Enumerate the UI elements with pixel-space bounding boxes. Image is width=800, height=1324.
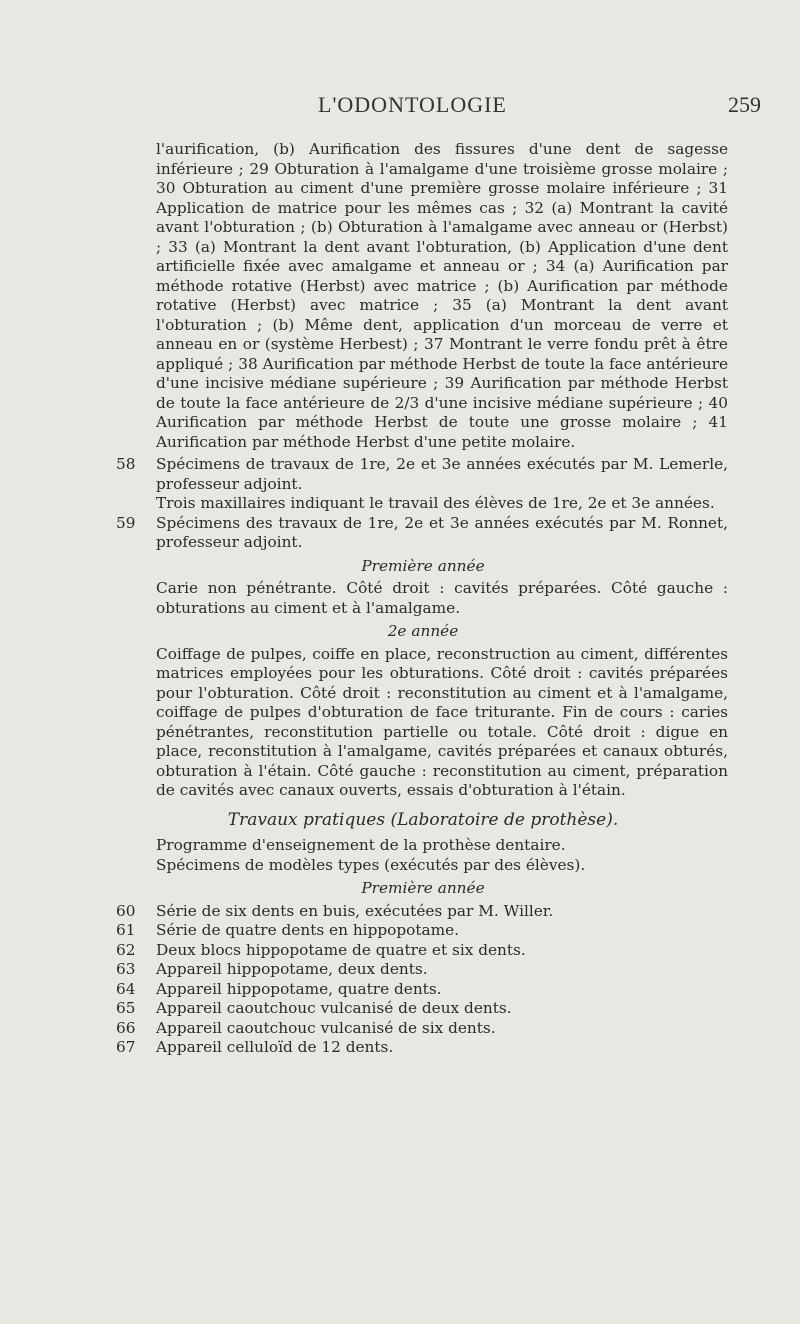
item-text: Appareil caoutchouc vulcanisé de deux dents. bbox=[156, 999, 512, 1017]
item-number: 63 bbox=[116, 960, 136, 978]
item-59 bbox=[118, 514, 728, 553]
list-item bbox=[118, 902, 728, 922]
list-item bbox=[118, 980, 728, 1000]
item-text: Appareil hippopotame, deux dents. bbox=[156, 960, 428, 978]
item-number: 59 bbox=[116, 513, 136, 532]
section-heading-premiere-2: Première année bbox=[361, 879, 485, 897]
list-item bbox=[118, 921, 728, 941]
item-number: 64 bbox=[116, 979, 136, 998]
premiere-paragraph: Carie non pénétrante. Côté droit : cavités préparées. Côté gauche : obturations au ciment et à l'amalgame. bbox=[156, 579, 728, 617]
section-heading-deuxieme: 2e année bbox=[387, 622, 459, 640]
item-number: 60 bbox=[116, 901, 136, 920]
item-text: Deux blocs hippopotame de quatre et six dents. bbox=[156, 940, 526, 959]
item-number: 58 bbox=[116, 455, 136, 473]
specimens-line: Spécimens de modèles types (exécutés par des élèves). bbox=[156, 855, 586, 874]
page-number: 259 bbox=[728, 92, 761, 117]
item-number: 65 bbox=[116, 999, 136, 1017]
item-subtext: Trois maxillaires indiquant le travail des élèves de 1re, 2e et 3e années. bbox=[156, 494, 715, 512]
running-title: L'ODONTOLOGIE bbox=[318, 92, 507, 117]
continuation-paragraph: l'aurification, (b) Aurification des fissures d'une dent de sagesse inférieure ; 29 Obturation à l'amalgame d'une troisième grosse molaire ; 30 Obturation au ciment d'une première grosse molaire inférieure ; 31 Application de matrice pour les mêmes cas ; 32 (a) Montrant la cavité avant l'obturation ; (b) Obturation à l'amalgame avec anneau or (Herbst) ; 33 (a) Montrant la dent avant l'obturation, (b) Application d'une dent artificielle fixée avec amalgame et anneau or ; 34 (a) Aurification par méthode rotative (Herbst) avec matrice ; (b) Aurification par méthode rotative (Herbst) avec matrice ; 35 (a) Montrant la dent avant l'obturation ; (b) Même dent, application d'un morceau de verre et anneau en or (système Herbest) ; 37 Montrant le verre fondu prêt à être appliqué ; 38 Aurification par méthode Herbst de toute la face antérieure d'une incisive médiane supérieure ; 39 Aurification par méthode Herbst de toute la face antérieure de 2/3 d'une incisive médiane supérieure ; 40 Aurification par méthode Herbst de toute une grosse molaire ; 41 Aurification par méthode Herbst d'une petite molaire. bbox=[156, 140, 728, 451]
section-heading-travaux: Travaux pratiques (Laboratoire de prothèse). bbox=[227, 809, 619, 830]
item-text: Appareil celluloïd de 12 dents. bbox=[156, 1038, 394, 1056]
section-heading-premiere: Première année bbox=[361, 556, 485, 575]
item-number: 62 bbox=[116, 940, 136, 959]
item-text: Série de six dents en buis, exécutées par M. Willer. bbox=[156, 901, 554, 920]
list-item bbox=[118, 1038, 728, 1058]
item-number: 61 bbox=[116, 921, 136, 939]
item-text: Spécimens de travaux de 1re, 2e et 3e années exécutés par M. Lemerle, professeur adjoint. bbox=[156, 455, 728, 493]
deuxieme-paragraph: Coiffage de pulpes, coiffe en place, reconstruction au ciment, différentes matrices employées pour les obturations. Côté droit : cavités préparées pour l'obturation. Côté droit : reconstitution au ciment et à l'amalgame, coiffage de pulpes d'obturation de face triturante. Fin de cours : caries pénétrantes, reconstitution partielle ou totale. Côté droit : digue en place, reconstitution à l'amalgame, cavités préparées et canaux obturés, obturation à l'étain. Côté gauche : reconstitution au ciment, préparation de cavités avec canaux ouverts, essais d'obturation à l'étain. bbox=[156, 644, 728, 799]
body-text bbox=[118, 140, 728, 1058]
item-text: Spécimens des travaux de 1re, 2e et 3e années exécutés par M. Ronnet, professeur adjoint. bbox=[156, 513, 728, 551]
item-text: Série de quatre dents en hippopotame. bbox=[156, 921, 460, 939]
list-item bbox=[118, 999, 728, 1019]
item-number: 67 bbox=[116, 1038, 136, 1056]
item-text: Appareil hippopotame, quatre dents. bbox=[156, 979, 442, 998]
numbered-list bbox=[118, 902, 728, 1058]
list-item bbox=[118, 960, 728, 980]
item-58 bbox=[118, 455, 728, 514]
list-item bbox=[118, 1019, 728, 1039]
running-head bbox=[0, 92, 800, 122]
programme-line: Programme d'enseignement de la prothèse dentaire. bbox=[156, 836, 566, 854]
item-text: Appareil caoutchouc vulcanisé de six dents. bbox=[156, 1018, 496, 1037]
list-item bbox=[118, 941, 728, 961]
item-number: 66 bbox=[116, 1018, 136, 1037]
